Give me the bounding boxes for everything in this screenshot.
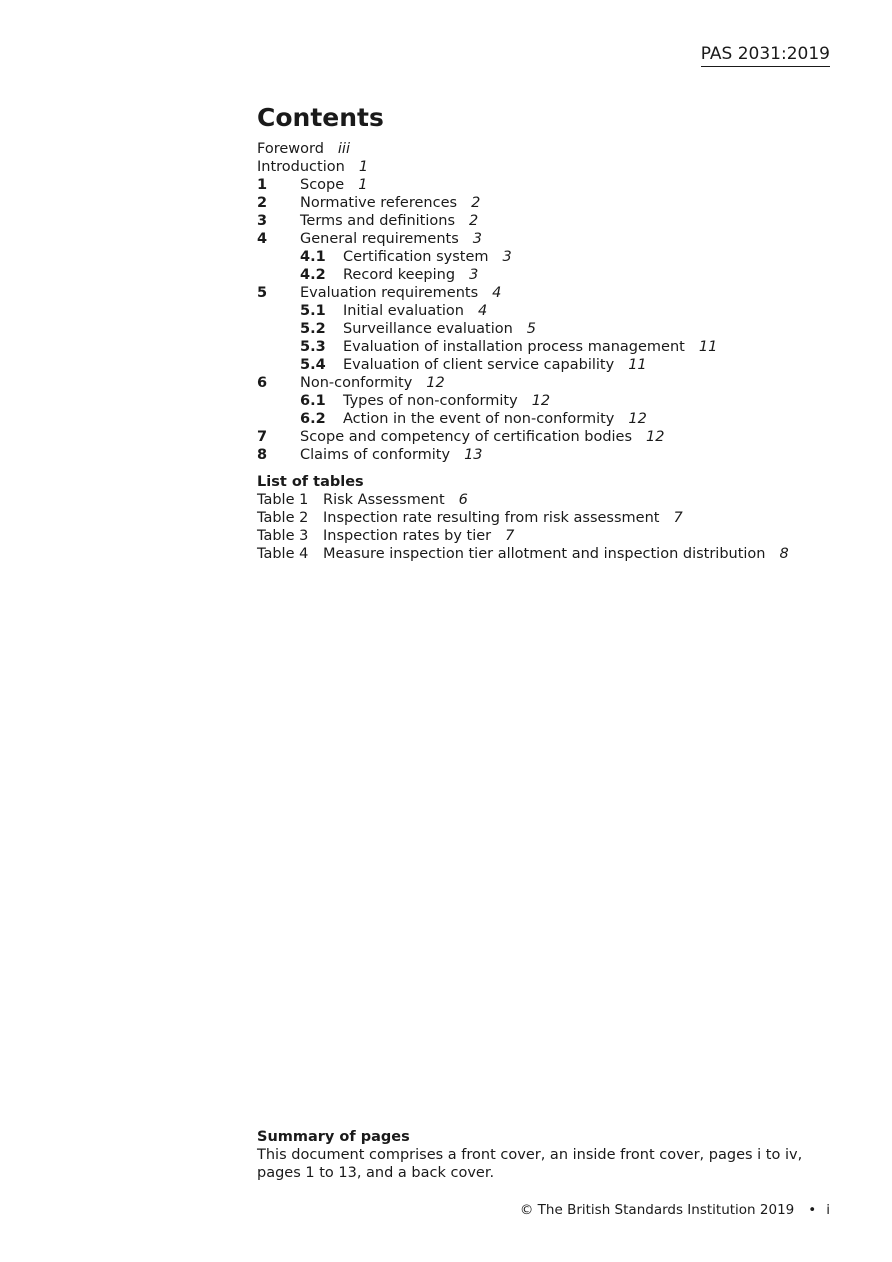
toc-entry-label: Evaluation of installation process management <box>343 339 685 355</box>
toc-entry-5-1[interactable] <box>257 302 847 320</box>
toc-entry-5[interactable] <box>257 284 847 302</box>
table-entry-4[interactable] <box>257 545 847 563</box>
toc-entry-7[interactable] <box>257 428 847 446</box>
toc-entry-label: Types of non-conformity <box>343 393 518 409</box>
toc-entry-introduction[interactable] <box>257 158 847 176</box>
toc-entry-number: 6.2 <box>300 411 326 427</box>
toc-entry-2[interactable] <box>257 194 847 212</box>
table-entry-number: Table 4 <box>257 546 309 562</box>
document-id: PAS 2031:2019 <box>701 44 830 67</box>
table-entry-label: Risk Assessment <box>323 492 445 508</box>
table-entry-number: Table 1 <box>257 492 309 508</box>
toc-entry-number: 8 <box>257 447 268 463</box>
contents-title: Contents <box>257 103 384 132</box>
toc-entry-number: 5.2 <box>300 321 326 337</box>
toc-entry-page: 2 <box>471 195 481 211</box>
toc-entry-label: Evaluation requirements <box>300 285 479 301</box>
table-entry-3[interactable] <box>257 527 847 545</box>
copyright-text: © The British Standards Institution 2019 <box>519 1202 795 1218</box>
toc-entry-label: Certification system <box>343 249 489 265</box>
toc-entry-label: Scope and competency of certification bodies <box>300 429 633 445</box>
table-of-contents <box>257 100 847 563</box>
toc-entry-page: 12 <box>426 375 445 391</box>
page-footer <box>520 1202 830 1218</box>
toc-entry-foreword[interactable] <box>257 140 847 158</box>
table-entry-number: Table 2 <box>257 510 309 526</box>
toc-entry-page: 1 <box>358 159 369 175</box>
toc-entry-number: 4.2 <box>300 267 326 283</box>
toc-entry-number: 5.3 <box>300 339 326 355</box>
toc-entry-label: Foreword <box>257 141 324 157</box>
toc-entry-4-2[interactable] <box>257 266 847 284</box>
toc-entry-label: Scope <box>300 177 345 193</box>
toc-entry-4-1[interactable] <box>257 248 847 266</box>
table-entry-page: 7 <box>673 510 683 526</box>
toc-entry-number: 5 <box>257 285 268 301</box>
toc-entry-page: 3 <box>502 249 512 265</box>
toc-entry-6[interactable] <box>257 374 847 392</box>
table-entry-page: 8 <box>779 546 789 562</box>
toc-entry-5-4[interactable] <box>257 356 847 374</box>
toc-entry-label: General requirements <box>300 231 459 247</box>
toc-entry-page: 12 <box>531 393 551 409</box>
toc-entry-number: 2 <box>257 195 268 211</box>
toc-entry-8[interactable] <box>257 446 847 464</box>
table-entry-label: Inspection rate resulting from risk assessment <box>323 510 660 526</box>
toc-entry-5-2[interactable] <box>257 320 847 338</box>
toc-entry-page: 12 <box>646 429 665 445</box>
toc-entry-6-1[interactable] <box>257 392 847 410</box>
toc-entry-page: 13 <box>464 447 483 463</box>
toc-entry-5-3[interactable] <box>257 338 847 356</box>
toc-entry-number: 7 <box>257 429 268 445</box>
toc-entry-page: 2 <box>469 213 479 229</box>
toc-entry-label: Action in the event of non-conformity <box>343 411 615 427</box>
toc-entry-page: 11 <box>698 339 718 355</box>
toc-entry-page: 1 <box>358 177 368 193</box>
toc-entry-4[interactable] <box>257 230 847 248</box>
toc-entry-number: 1 <box>257 177 268 193</box>
toc-entry-6-2[interactable] <box>257 410 847 428</box>
table-entry-page: 7 <box>505 528 515 544</box>
toc-entry-label: Surveillance evaluation <box>343 321 513 337</box>
toc-entry-page: iii <box>337 141 350 157</box>
toc-entry-number: 4.1 <box>300 249 326 265</box>
toc-entry-label: Introduction <box>257 159 345 175</box>
toc-entry-number: 3 <box>257 213 268 229</box>
toc-entry-page: 5 <box>526 321 537 337</box>
toc-entry-label: Terms and definitions <box>300 213 456 229</box>
table-entry-number: Table 3 <box>257 528 309 544</box>
summary-text: This document comprises a front cover, an inside front cover, pages i to iv, pages 1 to 13, and a back cover. <box>257 1147 803 1181</box>
footer-bullet: • <box>808 1202 817 1218</box>
toc-entry-label: Initial evaluation <box>343 303 464 319</box>
toc-entry-number: 6 <box>257 375 268 391</box>
toc-entry-label: Non-conformity <box>300 375 413 391</box>
table-entry-1[interactable] <box>257 491 847 509</box>
table-entry-label: Inspection rates by tier <box>323 528 492 544</box>
summary-of-pages <box>257 1128 817 1182</box>
toc-entry-label: Evaluation of client service capability <box>343 357 615 373</box>
toc-entry-page: 12 <box>628 411 647 427</box>
summary-title: Summary of pages <box>257 1129 410 1145</box>
page-number: i <box>826 1202 830 1218</box>
toc-entry-page: 11 <box>628 357 647 373</box>
table-entry-2[interactable] <box>257 509 847 527</box>
toc-entry-label: Normative references <box>300 195 458 211</box>
toc-entry-number: 4 <box>257 231 268 247</box>
toc-entry-label: Record keeping <box>343 267 456 283</box>
toc-entry-number: 5.1 <box>300 303 326 319</box>
toc-entry-page: 3 <box>472 231 483 247</box>
toc-entry-3[interactable] <box>257 212 847 230</box>
list-of-tables-title: List of tables <box>257 474 364 490</box>
toc-entry-page: 4 <box>492 285 502 301</box>
toc-entry-1[interactable] <box>257 176 847 194</box>
toc-entry-page: 3 <box>469 267 479 283</box>
table-entry-page: 6 <box>458 492 468 508</box>
toc-entry-label: Claims of conformity <box>300 447 451 463</box>
table-entry-label: Measure inspection tier allotment and inspection distribution <box>323 546 766 562</box>
toc-entry-page: 4 <box>478 303 488 319</box>
toc-entry-number: 6.1 <box>300 393 326 409</box>
toc-entry-number: 5.4 <box>300 357 326 373</box>
